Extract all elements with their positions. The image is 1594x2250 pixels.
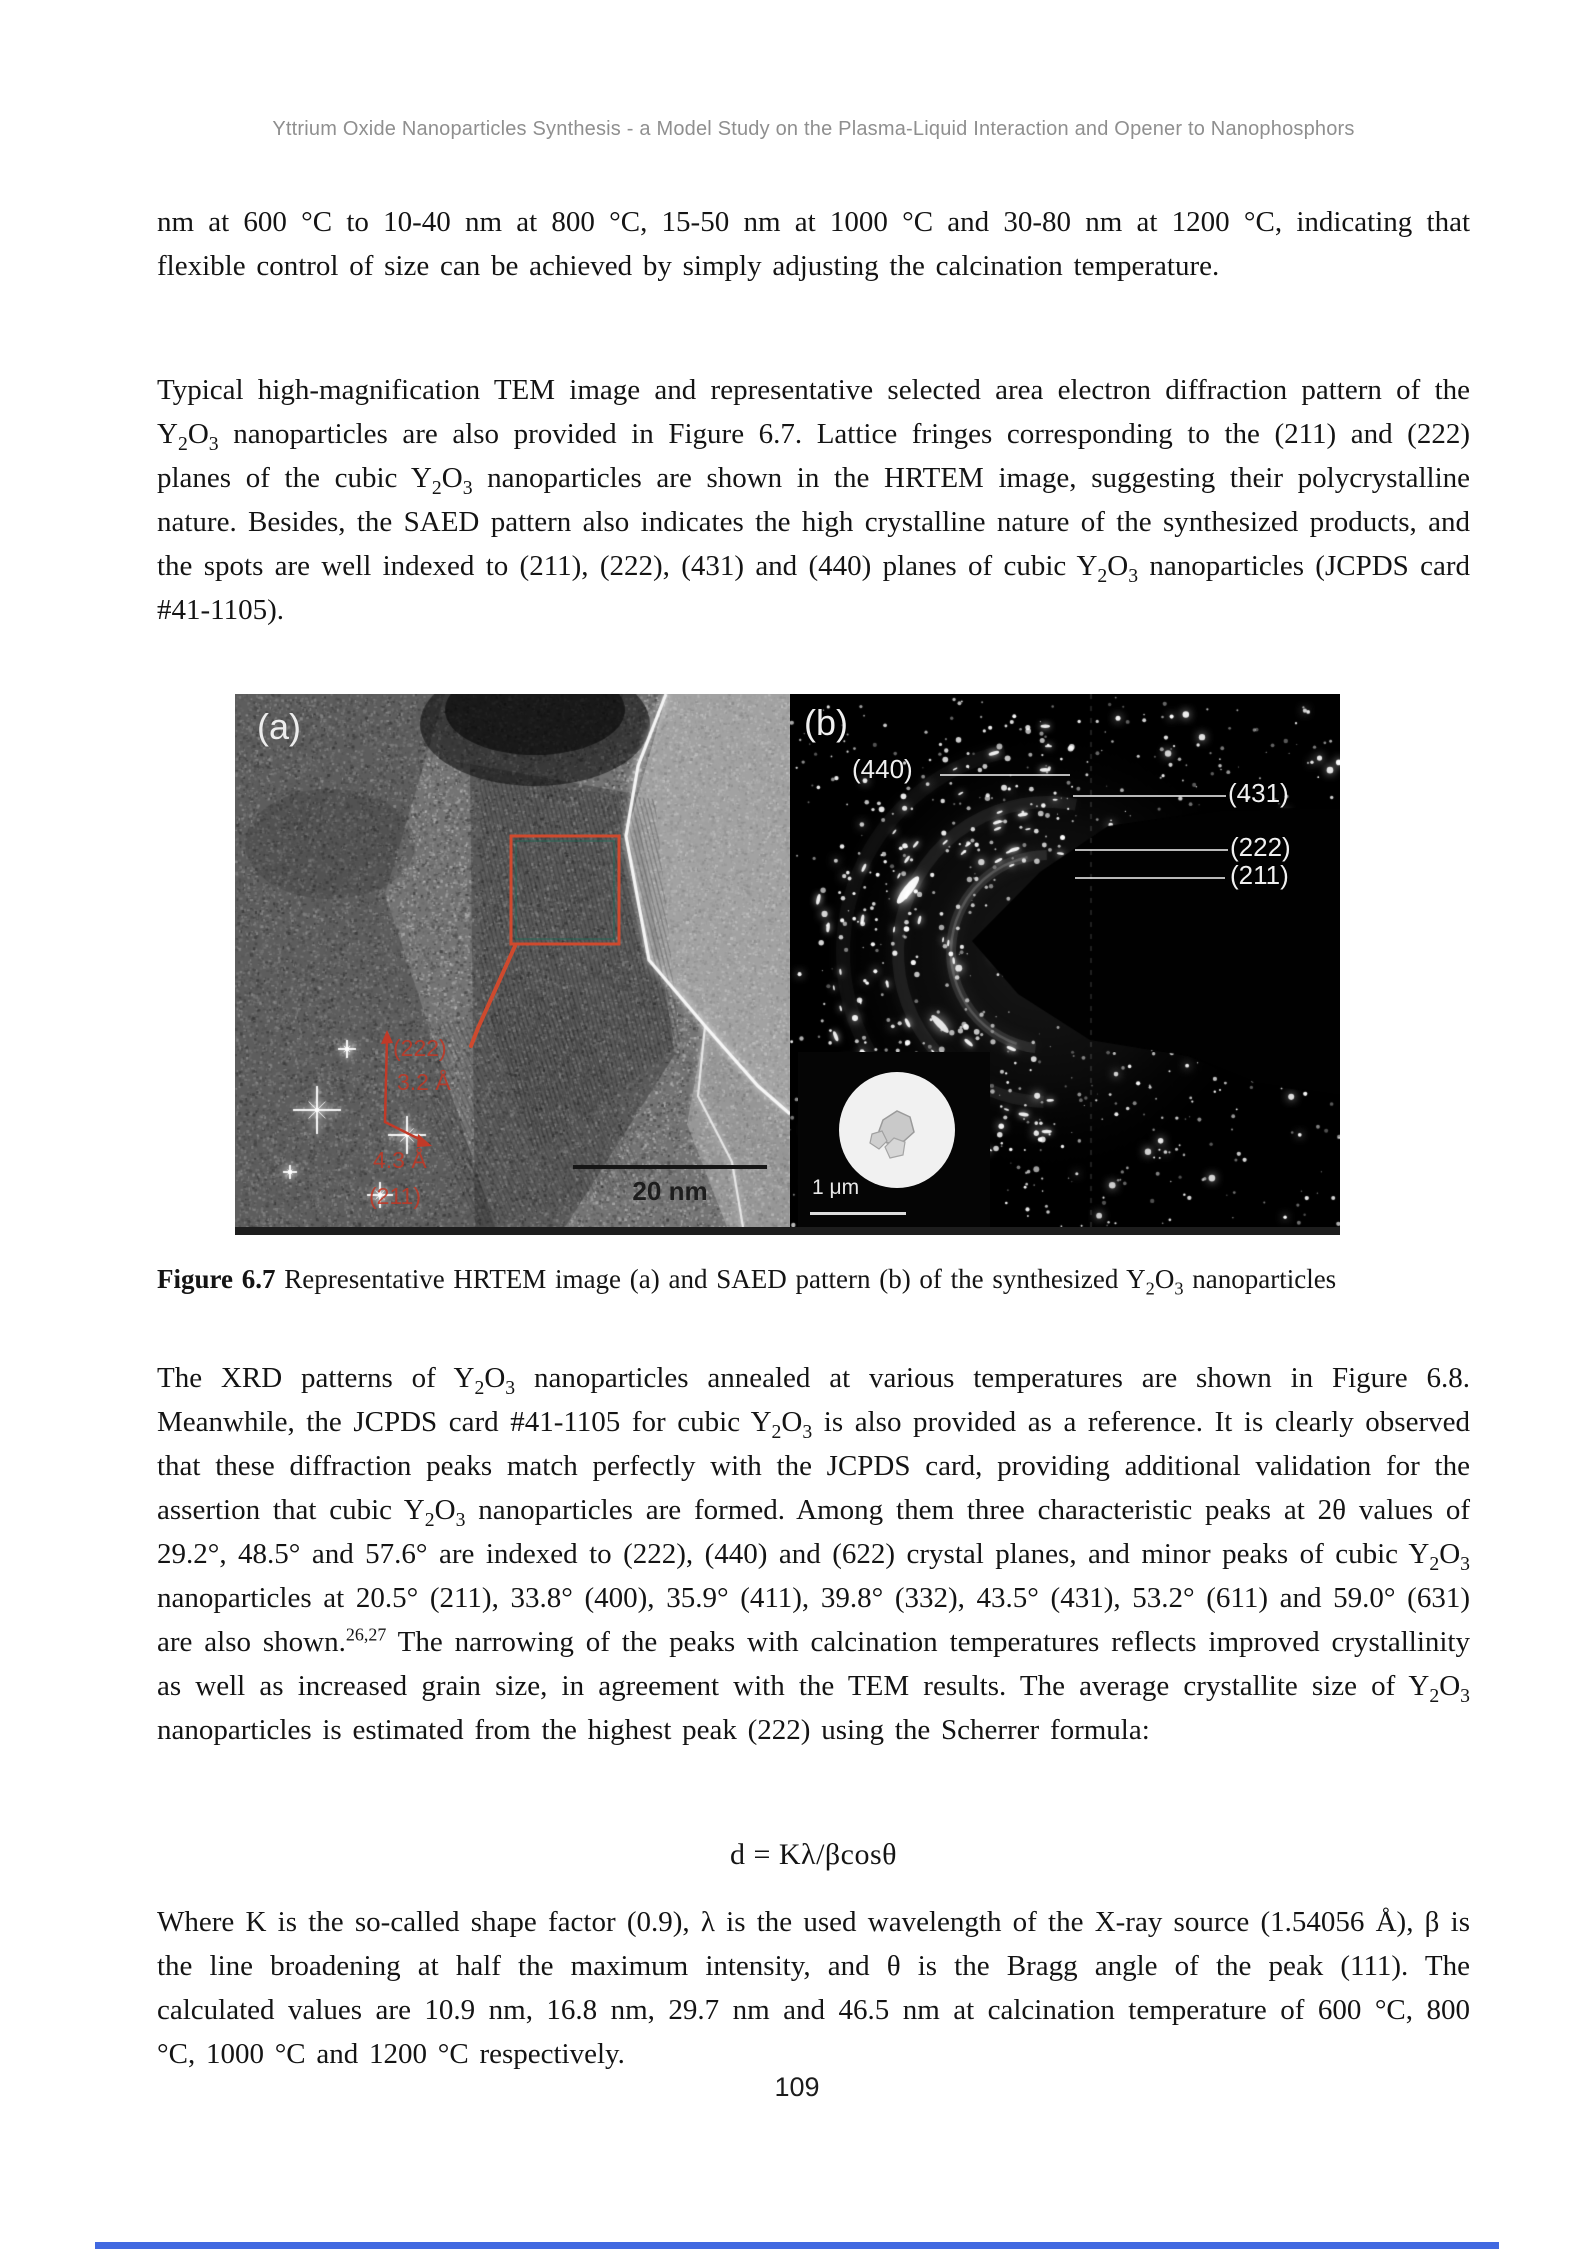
- fft-pointer-line: [471, 946, 515, 1046]
- paragraph-4: Where K is the so-called shape factor (0.9), λ is the used wavelength of the X-ray source (1.54056 Å), β is the line broadening at half the maximum intensity, and θ is the Bragg angle of the peak (111). The calculated values are 10.9 nm, 16.8 nm, 29.7 nm and 46.5 nm at calcination temperature of 600 °C, 800 °C, 1000 °C and 1200 °C respectively.: [157, 1906, 1470, 2070]
- figure-caption: [157, 1258, 1470, 1300]
- footer-accent-bar: [95, 2242, 1499, 2249]
- fft-label-plane-222: (222): [393, 1035, 447, 1061]
- paragraph-2: Typical high-magnification TEM image and representative selected area electron diffraction pattern of the $Y_2O_3$ nanoparticles are also provided in Figure 6.7. Lattice fringes corresponding to the (211) and (222) planes of the cubic $Y_2O_3$ nanoparticles are shown in the HRTEM image, suggesting their polycrystalline nature. Besides, the SAED pattern also indicates the high crystalline nature of the synthesized products, and the spots are well indexed to (211), (222), (431) and (440) planes of cubic $Y_2O_3$ nanoparticles (JCPDS card #41-1105).: [157, 374, 1470, 626]
- panel-a-scalebar-line: [573, 1165, 767, 1169]
- aperture-image: [798, 1052, 990, 1227]
- ring-label-222: (222): [1230, 832, 1291, 862]
- ring-line-431: [1073, 795, 1226, 797]
- fft-label-d-211: 4.3 Å: [373, 1147, 427, 1173]
- ring-label-211: (211): [1230, 860, 1289, 890]
- ring-label-440: (440): [852, 754, 913, 784]
- arrowhead-up: [381, 1030, 393, 1044]
- page-number: 109: [774, 2072, 820, 2102]
- ring-line-211: [1075, 877, 1225, 879]
- saed-panel-b: [790, 694, 1340, 1227]
- ring-line-440: [940, 774, 1070, 776]
- figure-6-7: [235, 694, 1340, 1235]
- lattice-region-box-inner: [516, 841, 614, 939]
- panel-b-scalebar-text: 1 μm: [812, 1176, 860, 1199]
- panel-b-label: (b): [804, 702, 848, 743]
- scherrer-equation: d = Kλ/βcosθ: [729, 1838, 898, 1871]
- arrowhead-right: [417, 1134, 432, 1147]
- figure-bottom-strip: [235, 1227, 1340, 1235]
- panel-b-scalebar-line: [810, 1212, 906, 1215]
- figure-caption-label: Figure 6.7: [157, 1264, 276, 1294]
- hrtem-panel-a: [235, 694, 790, 1227]
- fft-label-d-222: 3.2 Å: [397, 1069, 451, 1095]
- lattice-region-box: [511, 836, 619, 944]
- ring-line-222: [1075, 849, 1228, 851]
- ring-label-431: (431): [1228, 778, 1289, 808]
- hrtem-annotations: [235, 694, 790, 1227]
- aperture-inset: [798, 1052, 990, 1227]
- fft-label-plane-211: (211): [369, 1183, 421, 1209]
- panel-a-label: (a): [257, 706, 301, 747]
- running-header: Yttrium Oxide Nanoparticles Synthesis - a Model Study on the Plasma-Liquid Interaction and Opener to Nanophosphors: [272, 118, 1355, 140]
- panel-a-scalebar-text: 20 nm: [632, 1176, 708, 1206]
- paragraph-3: The XRD patterns of $Y_2O_3$ nanoparticles annealed at various temperatures are shown in Figure 6.8. Meanwhile, the JCPDS card #41-1105 for cubic $Y_2O_3$ is also provided as a reference. It is clearly observed that these diffraction peaks match perfectly with the JCPDS card, providing additional validation for the assertion that cubic $Y_2O_3$ nanoparticles are formed. Among them three characteristic peaks at 2θ values of 29.2°, 48.5° and 57.6° are indexed to (222), (440) and (622) crystal planes, and minor peaks of cubic $Y_2O_3$ nanoparticles at 20.5° (211), 33.8° (400), 35.9° (411), 39.8° (332), 43.5° (431), 53.2° (611) and 59.0° (631) are also shown.$^{26,27}$ The narrowing of the peaks with calcination temperatures reflects improved crystallinity as well as increased grain size, in agreement with the TEM results. The average crystallite size of $Y_2O_3$ nanoparticles is estimated from the highest peak (222) using the Scherrer formula:: [157, 1362, 1470, 1746]
- paragraph-1: nm at 600 °C to 10-40 nm at 800 °C, 15-50 nm at 1000 °C and 30-80 nm at 1200 °C, indicating that flexible control of size can be achieved by simply adjusting the calcination temperature.: [157, 206, 1470, 282]
- figure-caption-text: Representative HRTEM image (a) and SAED pattern (b) of the synthesized $Y_2O_3$ nanoparticles: [275, 1264, 1337, 1299]
